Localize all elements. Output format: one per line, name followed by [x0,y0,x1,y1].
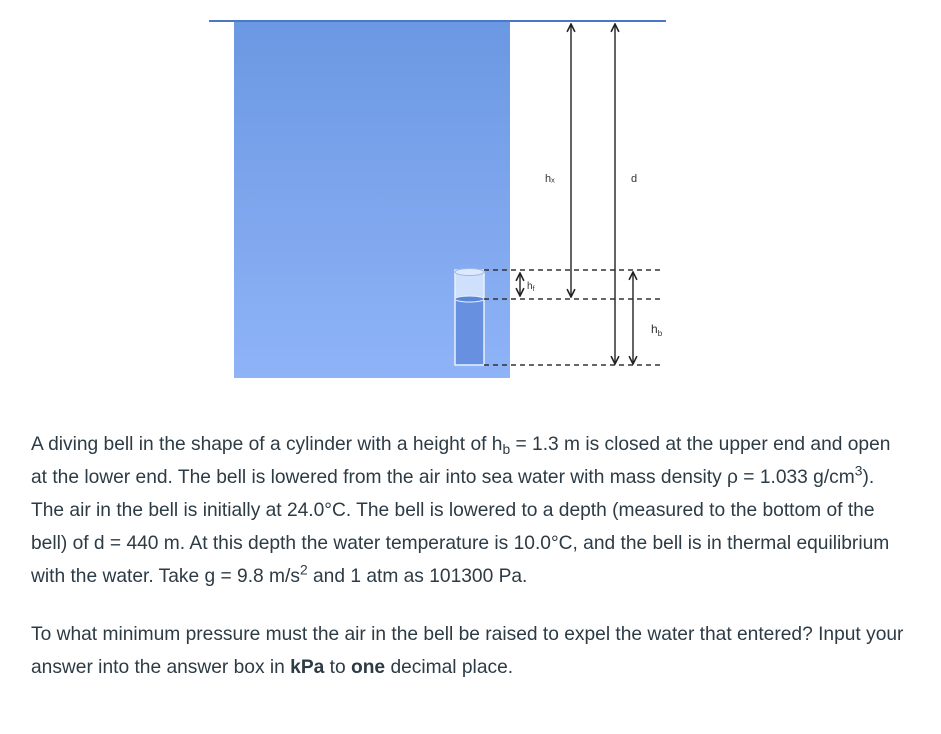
label-hx: hₓ [545,173,555,185]
label-d: d [631,173,638,185]
problem-statement: A diving bell in the shape of a cylinder with a height of $h_b = 1.3$ m is closed at the upper end and open at the lower end. The bell is lowered from the air into sea water with mass density ρ = 1.033 $g/cm^3$). The air in the bell is initially at 24.0°C. The bell is lowered to a depth (measured to the bottom of the bell) of d = 440 m. At this depth the water temperature is 10.0°C, and the bell is in thermal equilibrium with the water. Take g = 9.8 $m/s^2$ and 1 atm as 101300 Pa. [31,434,891,587]
bell-top-cap [455,269,484,276]
bell-water-region [455,299,484,365]
label-hf: $h_f$ [527,281,535,293]
problem-text [31,428,911,684]
bell-water-level [455,296,484,302]
dimension-arrows [520,24,633,364]
diving-bell [455,269,484,366]
label-hb: $h_b$ [651,322,663,338]
question-text: To what minimum pressure must the air in the bell be raised to expel the water that entered? Input your answer into the answer box in kPa to one decimal place. [31,624,904,678]
